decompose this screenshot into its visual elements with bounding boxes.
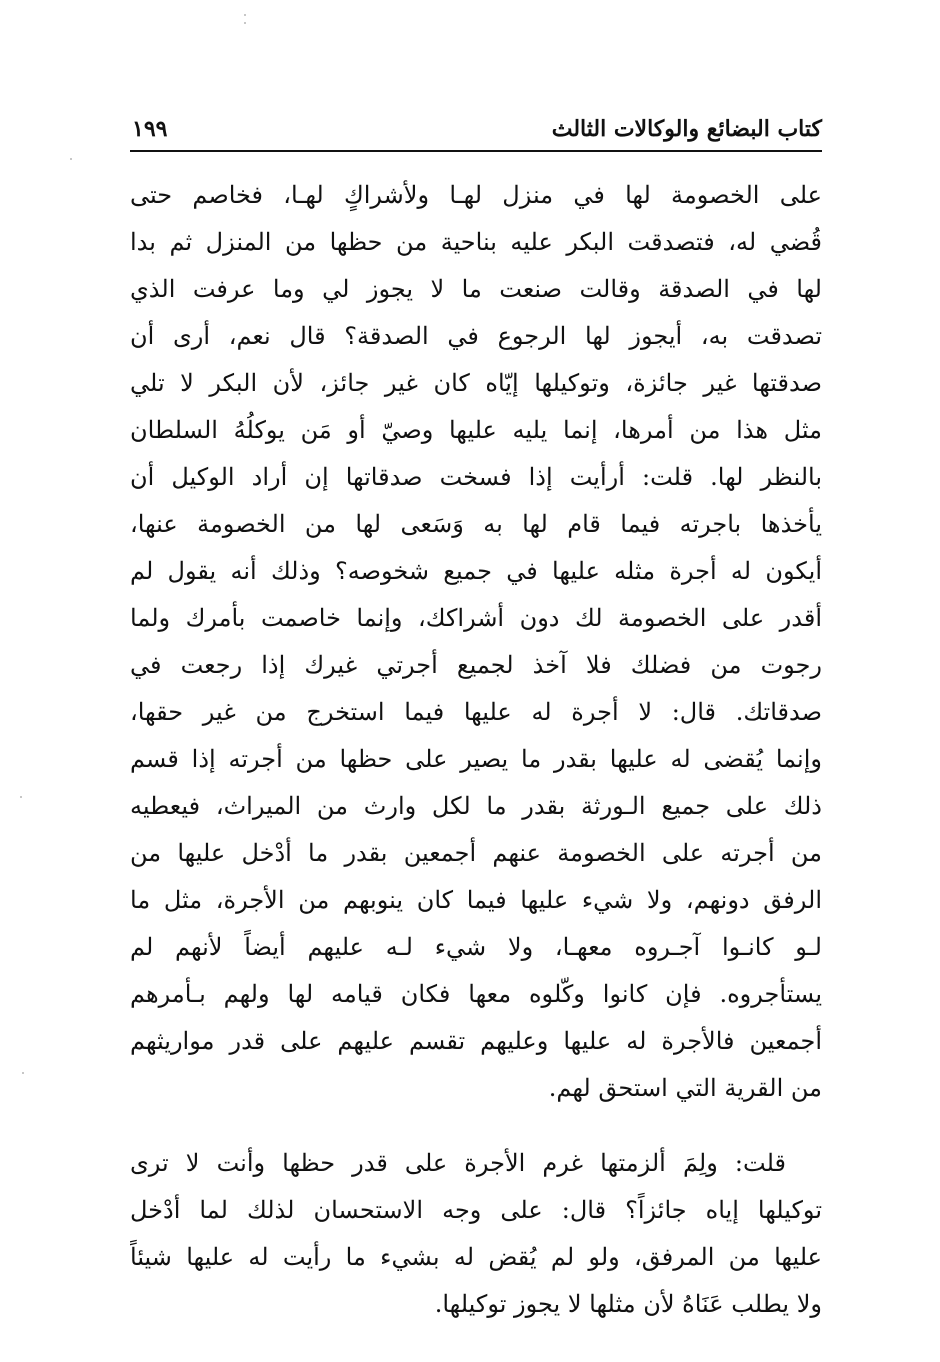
text-line: يستأجروه. فإن كانوا وكّلوه معها فكان قيامه لها ولهم بـأمرهم xyxy=(130,980,822,1008)
text-line: بالنظر لها. قلت: أرأيت إذا فسخت صدقاتها إن أراد الوكيل أن xyxy=(130,463,822,491)
body-text xyxy=(130,172,822,1328)
text-line: توكيلها إياه جائزاً؟ قال: على وجه الاستحسان لذلك لما أدْخل xyxy=(130,1196,822,1224)
scan-speck xyxy=(244,22,246,24)
paragraph-1 xyxy=(130,172,822,1112)
text-line: على الخصومة لها في منزل لهـا ولأشراكٍ لهـا، فخاصم حتى xyxy=(130,181,822,209)
text-line: من أجرته على الخصومة عنهم أجمعين بقدر ما أدْخل عليها من xyxy=(130,839,822,867)
text-line: عليها من المرفق، ولو لم يُقض له بشيء ما رأيت له عليها شيئاً xyxy=(130,1243,822,1271)
text-line: يأخذها باجرته فيما قام لها به وَسَعى لها من الخصومة عنها، xyxy=(130,510,822,538)
scan-speck xyxy=(22,1072,24,1074)
text-line: أقدر على الخصومة لك دون أشراكك، وإنما خاصمت بأمرك ولما xyxy=(130,604,822,632)
text-line: رجوت من فضلك فلا آخذ لجميع أجرتي غيرك إذا رجعت في xyxy=(130,651,822,679)
running-title: كتاب البضائع والوكالات الثالث xyxy=(551,116,822,142)
text-line: مثل هذا من أمرها، إنما يليه عليها وصيّ أو مَن يوكلُهُ السلطان xyxy=(130,416,822,444)
scan-speck xyxy=(244,14,246,16)
scan-speck xyxy=(70,158,72,160)
text-line: صدقتها غير جائزة، وتوكيلها إيّاه كان غير جائز، لأن البكر لا تلي xyxy=(130,369,822,397)
text-line: وإنما يُقضى له عليها بقدر ما يصير على حظها من أجرته إذا قسم xyxy=(130,745,822,773)
text-line: ولا يطلب عَنَاهُ لأن مثلها لا يجوز توكيلها. xyxy=(434,1290,822,1318)
text-line: ذلك على جميع الـورثة بقدر ما لكل وارث من الميراث، فيعطيه xyxy=(130,792,822,820)
text-line: أيكون له أجرة مثله عليها في جميع شخوصه؟ وذلك أنه يقول لم xyxy=(130,557,822,585)
page-number: ١٩٩ xyxy=(132,116,168,142)
text-line: لها في الصدقة وقالت صنعت ما لا يجوز لي وما عرفت الذي xyxy=(130,275,822,303)
text-line: لـو كانـوا آجـروه معهـا، ولا شيء لـه عليهم أيضاً لأنهم لم xyxy=(130,933,822,961)
text-line: الرفق دونهم، ولا شيء عليها فيما كان ينوبهم من الأجرة، مثل ما xyxy=(130,886,822,914)
scan-speck xyxy=(20,796,22,798)
text-line: صدقاتك. قال: لا أجرة له عليها فيما استخرج من غير حقها، xyxy=(130,698,822,726)
text-line: قُضي له، فتصدقت البكر عليه بناحية من حظها من المنزل ثم بدا xyxy=(130,228,822,256)
text-line: أجمعين فالأجرة له عليها وعليهم تقسم عليهم على قدر مواريثهم xyxy=(130,1027,822,1055)
text-line: من القرية التي استحق لهم. xyxy=(548,1074,822,1102)
page-header xyxy=(130,112,822,152)
paragraph-spacer xyxy=(130,1112,822,1140)
text-line: تصدقت به، أيجوز لها الرجوع في الصدقة؟ قال نعم، أرى أن xyxy=(130,322,822,350)
paragraph-2 xyxy=(130,1140,822,1328)
text-line: قلت: ولِمَ ألزمتها غرم الأجرة على قدر حظها وأنت لا ترى xyxy=(130,1149,786,1177)
